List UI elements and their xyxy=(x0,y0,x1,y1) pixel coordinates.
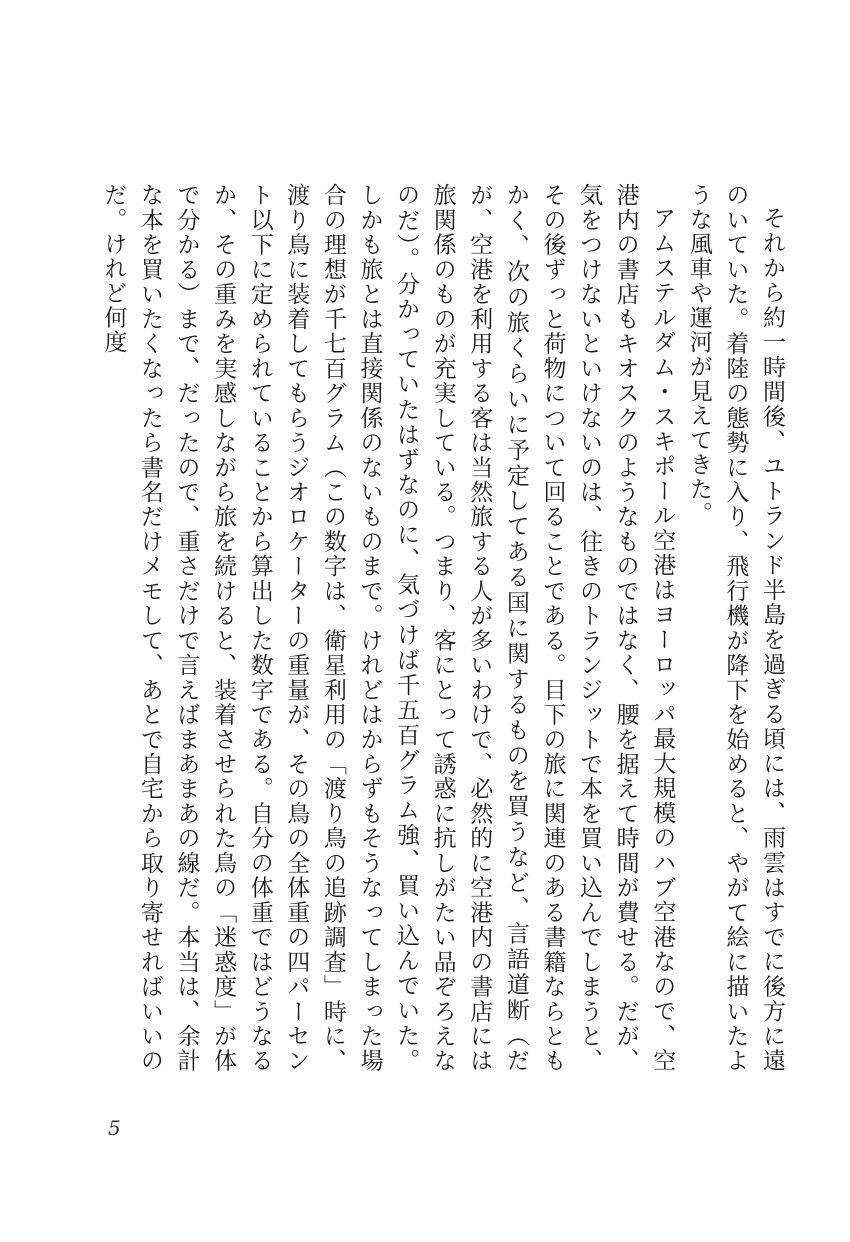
vertical-text-block xyxy=(90,183,790,1073)
paragraph-2: アムステルダム・スキポール空港はヨーロッパ最大規模のハブ空港なので、空港内の書店もキオスクのようなものではなく、腰を据えて時間が費せる。だが、気をつけないといけないのは、往きのトランジットで本を買い込んでしまうと、その後ずっと荷物について回ることである。目下の旅に関連のある書籍ならともかく、次の旅くらいに予定してある国に関するものを買うなど、言語道断（だが、空港を利用する客は当然旅する人が多いわけで、必然的に空港内の書店には旅関係のものが充実している。つまり、客にとって誘惑に抗しがたい品ぞろえなのだ）。分かっていたはずなのに、気づけば千五百グラム強、買い込んでいた。しかも旅とは直接関係のないものまで。けれどはからずもそうなってしまった場合の理想が千七百グラム（この数字は、衛星利用の「渡り鳥の追跡調査」時に、渡り鳥に装着してもらうジオロケーターの重量が、その鳥の全体重の四パーセント以下に定められていることから算出した数字である。自分の体重ではどうなるか、その重みを実感しながら旅を続けると、装着させられた鳥の「迷惑度」が体で分かる）まで、だったので、重さだけで言えばまあまあの線だ。本当は、余計な本を買いたくなったら書名だけメモして、あとで自宅から取り寄せればいいのだ。けれど何度 xyxy=(100,183,676,1074)
page-number: 5 xyxy=(108,1116,121,1140)
paragraph-1: それから約一時間後、ユトランド半島を過ぎる頃には、雨雲はすでに後方に遠のいていた。着陸の態勢に入り、飛行機が降下を始めると、やがて絵に描いたような風車や運河が見えてきた。 xyxy=(685,183,785,1074)
